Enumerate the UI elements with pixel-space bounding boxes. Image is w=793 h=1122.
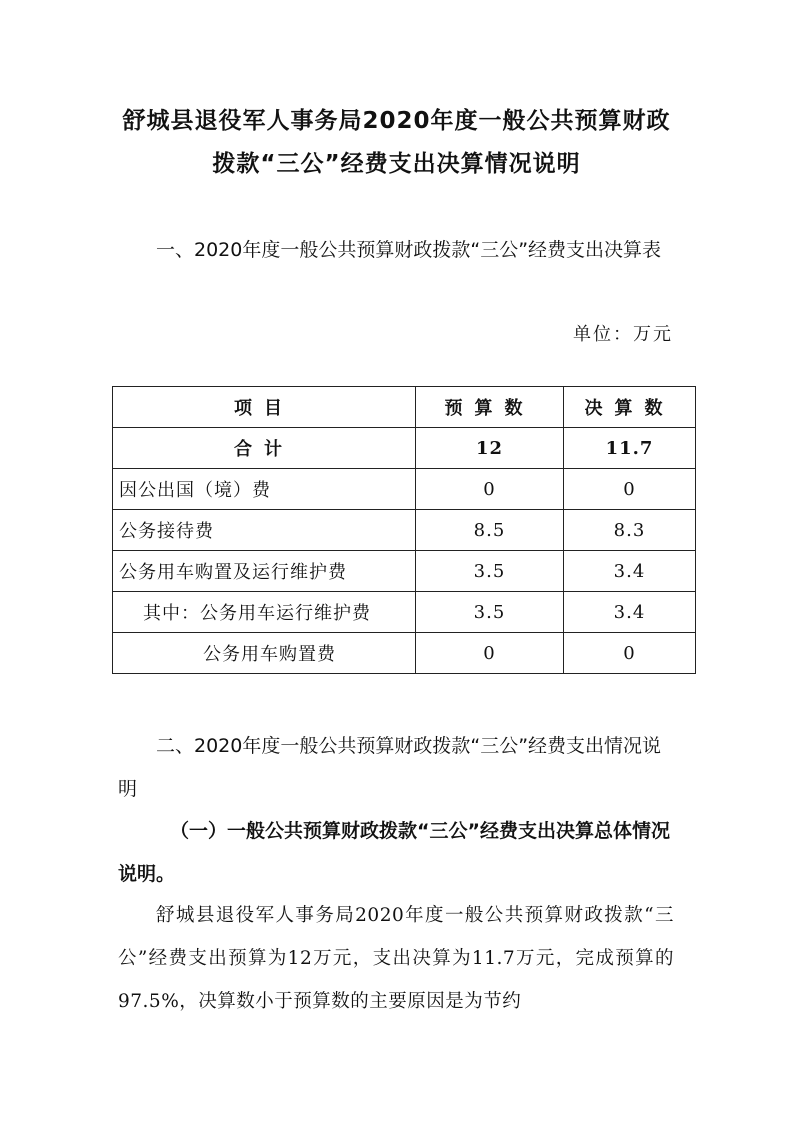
row-label: 因公出国（境）费 (113, 469, 416, 510)
header-item: 项目 (113, 387, 416, 428)
body-paragraph: 舒城县退役军人事务局2020年度一般公共预算财政拨款“三公”经费支出预算为12万元，支出决算为11.7万元，完成预算的97.5%，决算数小于预算数的主要原因是为节约 (118, 905, 674, 1012)
total-label: 合计 (113, 428, 416, 469)
row-actual: 8.3 (564, 510, 696, 551)
three-public-expenses-table (112, 386, 696, 674)
document-title-line1: 舒城县退役军人事务局2020年度一般公共预算财政 (122, 108, 671, 134)
row-budget: 0 (416, 469, 564, 510)
table-row (113, 510, 696, 551)
header-actual: 决算数 (564, 387, 696, 428)
row-budget: 3.5 (416, 592, 564, 633)
row-actual: 3.4 (564, 551, 696, 592)
row-actual: 0 (564, 469, 696, 510)
table-row (113, 469, 696, 510)
row-label: 公务用车购置及运行维护费 (113, 551, 416, 592)
section2-heading: 二、2020年度一般公共预算财政拨款“三公”经费支出情况说明 (118, 735, 662, 800)
subsection1-heading: （一）一般公共预算财政拨款“三公”经费支出决算总体情况说明。 (118, 820, 670, 885)
row-label: 公务用车购置费 (113, 633, 416, 674)
row-actual: 3.4 (564, 592, 696, 633)
table-header-row (113, 387, 696, 428)
total-actual: 11.7 (564, 428, 696, 469)
section1-heading: 一、2020年度一般公共预算财政拨款“三公”经费支出决算表 (156, 239, 662, 261)
row-budget: 8.5 (416, 510, 564, 551)
table-row (113, 633, 696, 674)
row-actual: 0 (564, 633, 696, 674)
row-label: 其中：公务用车运行维护费 (113, 592, 416, 633)
header-budget: 预算数 (416, 387, 564, 428)
row-budget: 3.5 (416, 551, 564, 592)
document-title-line2: 拨款“三公”经费支出决算情况说明 (212, 151, 581, 177)
table-row (113, 592, 696, 633)
table-row (113, 551, 696, 592)
total-budget: 12 (416, 428, 564, 469)
row-budget: 0 (416, 633, 564, 674)
table-total-row (113, 428, 696, 469)
row-label: 公务接待费 (113, 510, 416, 551)
unit-label: 单位：万元 (573, 324, 673, 345)
